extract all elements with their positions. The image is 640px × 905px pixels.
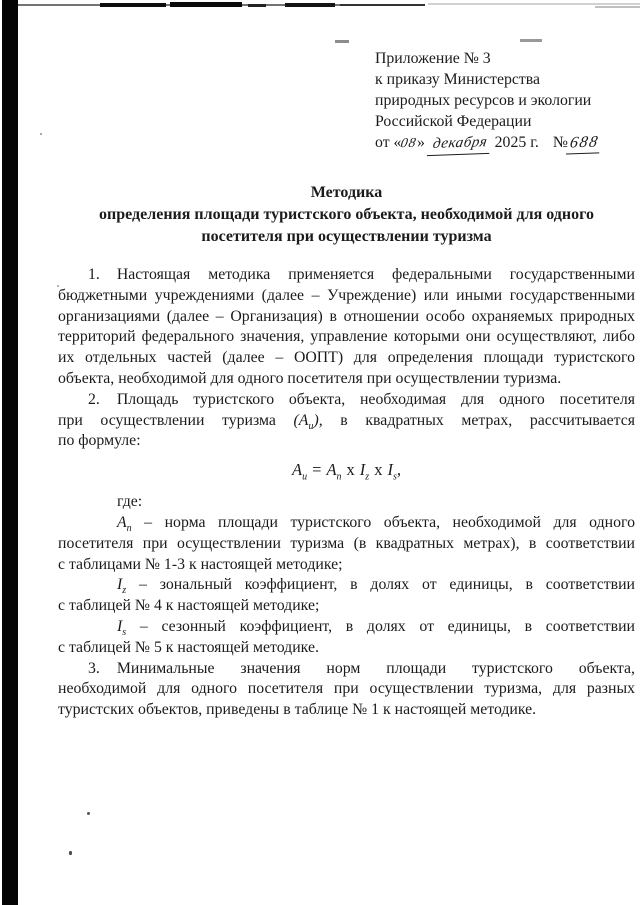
handwritten-month: декабря [427,132,493,156]
formula [58,460,635,482]
def-is-line: с таблицей № 5 к настоящей методике. [58,638,319,656]
scan-speck [87,812,90,815]
title-line: посетителя при осуществлении туризма [201,228,492,245]
annex-line: Приложение № 3 [375,50,491,67]
scan-edge-left-bar [2,0,18,905]
p3-line: необходимой для одного посетителя при осуществлении туризма, для разных [58,680,635,698]
handwritten-order-number: 688 [566,131,603,154]
number-sign: № [552,134,568,151]
title-line: Методика [310,184,383,201]
document-title [58,182,635,248]
annex-line: Российской Федерации [375,113,532,130]
handwritten-day: 08 [400,134,419,151]
p2-line: 2. Площадь туристского объекта, необходимая для одного посетителя [88,390,635,408]
formula-term: $I_z$ [359,460,370,483]
annex-header-block [375,48,635,155]
where-label: где: [117,493,143,511]
page-content [18,0,640,721]
p2-line: при осуществлении туризма $(A_и)$, в квадратных метрах, рассчитывается [58,411,636,432]
p1-line: бюджетными учреждениями (далее – Учреждение) или иными государственными [58,286,635,304]
date-year: 2025 г. [490,134,539,151]
p2-number: 2. [88,390,100,408]
date-prefix: от « [375,134,402,151]
multiply-sign: x [346,460,355,480]
def-iz-line: с таблицей № 4 к настоящей методике; [58,597,320,615]
formula-term: $A_п$ [326,460,342,483]
variable-symbol: $I_z$ [117,576,127,597]
def-an-line: с таблицами № 1-3 к настоящей методике; [58,555,343,573]
title-line: определения площади туристского объекта, необходимой для одного [99,206,594,223]
p1-line: территорий федерального значения, управление которыми они осуществляют, либо [58,328,635,346]
variable-symbol: $(A_и)$, [293,411,323,432]
scan-speck [69,851,72,855]
def-an-line: посетителя при осуществлении туризма (в квадратных метрах), в соответствии [58,534,635,552]
p3-number: 3. [88,659,100,677]
variable-symbol: $I_s$ [117,617,127,639]
document-body [58,265,635,721]
p1-line: 1. Настоящая методика применяется федеральными государственными [88,266,635,283]
p3-line: 3. Минимальные значения норм площади туристского объекта, [88,659,635,677]
formula-comma: , [396,460,401,480]
date-close-quote: » [416,134,429,151]
annex-line: к приказу Министерства [375,71,541,88]
def-an-line: $A_п$ – норма площади туристского объекта, необходимой для одного [117,513,635,535]
multiply-sign: x [374,460,383,480]
annex-line: природных ресурсов и экологии [375,92,592,109]
p3-line: туристских объектов, приведены в таблице № 1 к настоящей методике. [58,701,537,719]
p1-line: организациями (далее – Организация) в отношении особо охраняемых природных [58,307,635,325]
p1-line: их отдельных частей (далее – ООПТ) для определения площади туристского [58,349,635,367]
p1-line: объекта, необходимой для одного посетителя при осуществлении туризма. [58,369,562,387]
formula-lhs: $A_и$ [292,460,308,483]
page [18,0,640,721]
p1-number: 1. [88,266,100,283]
def-is-line: $I_s$ – сезонный коэффициент, в долях от единицы, в соответствии [117,617,635,639]
def-iz-line: $I_z$ – зональный коэффициент, в долях от единицы, в соответствии [117,576,635,597]
p2-line: по формуле: [58,432,141,450]
formula-term: $I_s$ [387,460,397,483]
variable-symbol: $A_п$ [117,513,132,535]
annex-date-line [375,132,635,155]
equals-sign: = [312,460,322,480]
